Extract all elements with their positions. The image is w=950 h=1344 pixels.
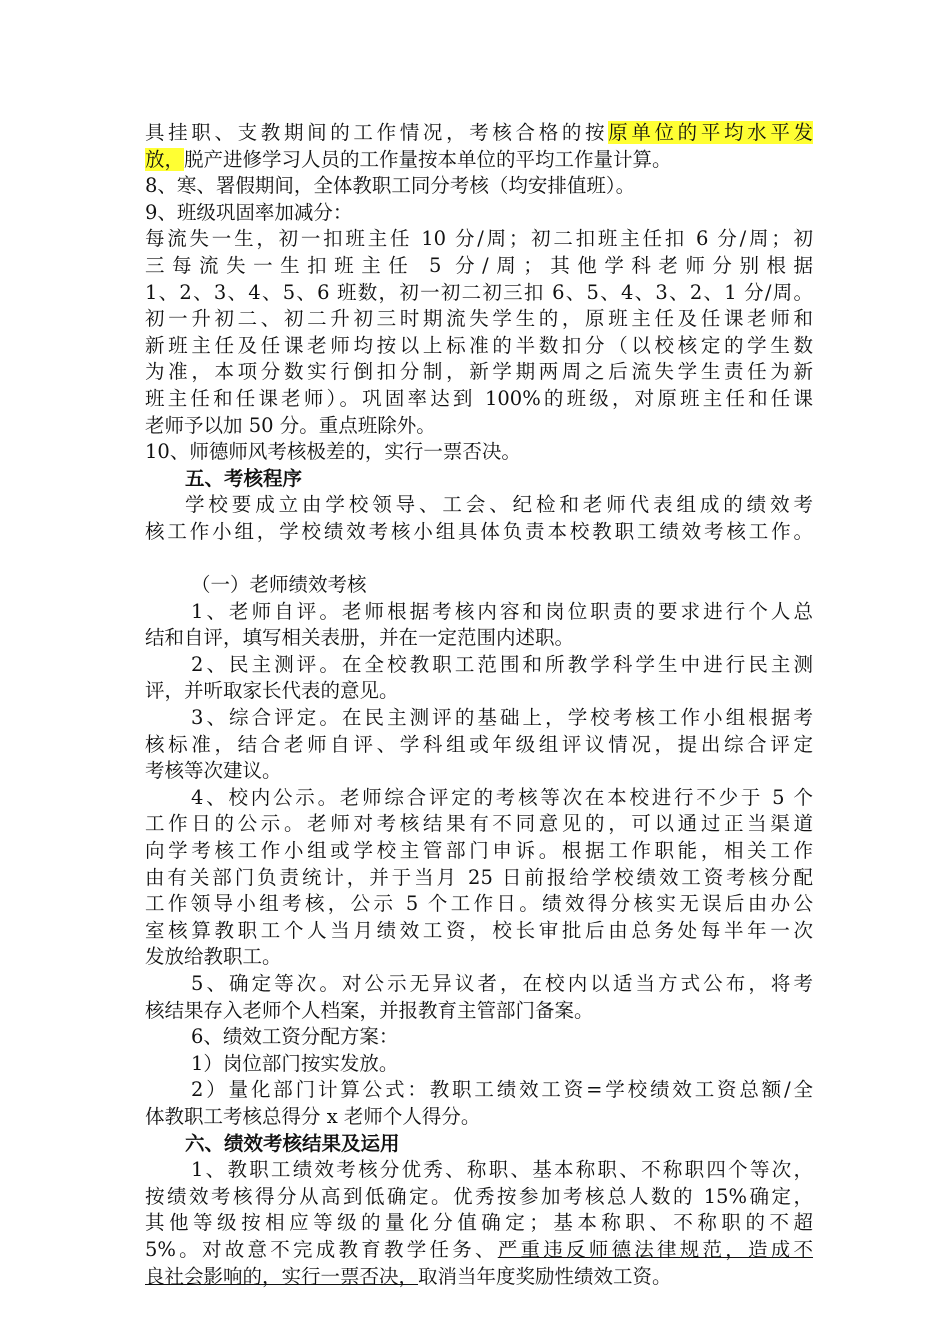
text-line: 工作日的公示。老师对考核结果有不同意见的，可以通过正当渠道 (145, 812, 813, 836)
text-line: 1、老师自评。老师根据考核内容和岗位职责的要求进行个人总 (191, 599, 813, 623)
text-line: 结和自评，填写相关表册，并在一定范围内述职。 (145, 626, 575, 650)
text-line (145, 1237, 813, 1264)
text-line: 按绩效考核得分从高到低确定。优秀按参加考核总人数的 15%确定， (145, 1184, 813, 1208)
text-line: 室核算教职工个人当月绩效工资，校长审批后由总务处每半年一次 (145, 918, 813, 942)
highlighted-text: 放， (145, 147, 185, 171)
text-line: 考核等次建议。 (145, 759, 282, 783)
document-body (145, 120, 813, 1290)
blank-line (145, 546, 813, 573)
text-line: 1）岗位部门按实发放。 (191, 1051, 399, 1075)
section-heading-6: 六、绩效考核结果及运用 (185, 1131, 400, 1155)
text-line (145, 147, 813, 174)
text-line (145, 1264, 813, 1291)
text-line: 4、校内公示。老师综合评定的考核等次在本校进行不少于 5 个 (191, 785, 813, 809)
text-line: 为准，本项分数实行倒扣分制，新学期两周之后流失学生责任为新 (145, 360, 813, 384)
text-line: 向学考核工作小组或学校主管部门申诉。根据工作职能，相关工作 (145, 839, 813, 863)
text-line: 3、综合评定。在民主测评的基础上，学校考核工作小组根据考 (191, 706, 813, 730)
text-line: 核结果存入老师个人档案，并报教育主管部门备案。 (145, 998, 594, 1022)
text-line: 核工作小组，学校绩效考核小组具体负责本校教职工绩效考核工作。 (145, 519, 813, 543)
text-line: 发放给教职工。 (145, 945, 282, 969)
text-line: 学校要成立由学校领导、工会、纪检和老师代表组成的绩效考 (185, 493, 813, 517)
text-line: 1、2、3、4、5、6 班数，初一初二初三扣 6、5、4、3、2、1 分/周。 (145, 280, 813, 304)
list-item-10: 10、师德师风考核极差的，实行一票否决。 (145, 440, 521, 464)
text-line: 初一升初二、初二升初三时期流失学生的，原班主任及任课老师和 (145, 307, 813, 331)
text-line: 由有关部门负责统计，并于当月 25 日前报给学校绩效工资考核分配 (145, 865, 813, 889)
list-item-8: 8、寒、署假期间，全体教职工同分考核（均安排值班）。 (145, 174, 636, 198)
list-item-9: 9、班级巩固率加减分： (145, 200, 353, 224)
underlined-text: 严重违反师德法律规范，造成不 (497, 1237, 813, 1261)
text-line: 6、绩效工资分配方案： (191, 1025, 399, 1049)
text-line: 核标准，结合老师自评、学科组或年级组评议情况，提出综合评定 (145, 732, 813, 756)
text-line: 2）量化部门计算公式：教职工绩效工资=学校绩效工资总额/全 (191, 1078, 813, 1102)
text-line: 老师予以加 50 分。重点班除外。 (145, 413, 436, 437)
underlined-text: 良社会影响的，实行一票否决， (145, 1264, 419, 1288)
text-line: 2、民主测评。在全校教职工范围和所教学科学生中进行民主测 (191, 652, 813, 676)
text-line: 每流失一生，初一扣班主任 10 分/周；初二扣班主任扣 6 分/周；初 (145, 227, 813, 251)
text-line: 评，并听取家长代表的意见。 (145, 679, 399, 703)
text-segment: 取消当年度奖励性绩效工资。 (418, 1264, 672, 1288)
text-segment: 具挂职、支教期间的工作情况，考核合格的按 (145, 121, 609, 144)
text-line: 班主任和任课老师）。巩固率达到 100%的班级，对原班主任和任课 (145, 386, 813, 410)
section-heading-5: 五、考核程序 (185, 466, 303, 490)
text-line: 1、教职工绩效考核分优秀、称职、基本称职、不称职四个等次， (191, 1158, 813, 1182)
highlighted-text: 原单位的平均水平发 (608, 121, 813, 144)
text-line: 工作领导小组考核，公示 5 个工作日。绩效得分核实无误后由办公 (145, 892, 813, 916)
text-line: 体教职工考核总得分 x 老师个人得分。 (145, 1104, 481, 1128)
text-segment: 5%。对故意不完成教育教学任务、 (145, 1237, 498, 1261)
subsection-heading: （一）老师绩效考核 (191, 573, 367, 597)
text-segment: 脱产进修学习人员的工作量按本单位的平均工作量计算。 (184, 147, 672, 171)
text-line: 三每流失一生扣班主任 5 分/周；其他学科老师分别根据 (145, 253, 813, 277)
text-line: 新班主任及任课老师均按以上标准的半数扣分（以校核定的学生数 (145, 333, 813, 357)
text-line: 5、确定等次。对公示无异议者，在校内以适当方式公布，将考 (191, 972, 813, 995)
text-line: 其他等级按相应等级的量化分值确定；基本称职、不称职的不超 (145, 1211, 813, 1235)
text-line (145, 120, 813, 147)
